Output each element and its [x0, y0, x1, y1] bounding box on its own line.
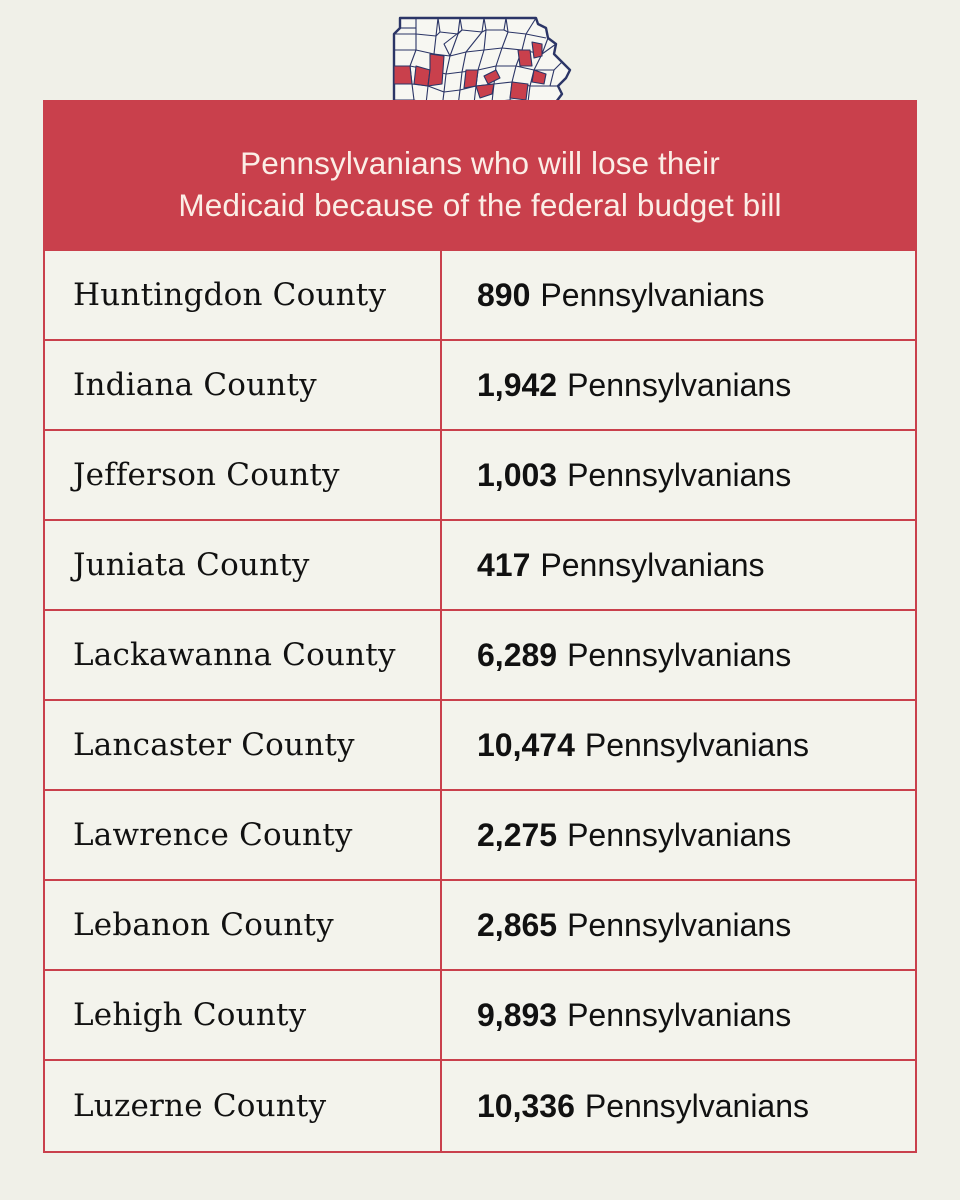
table-row — [45, 521, 915, 611]
count-value: 2,865 — [477, 906, 558, 943]
county-name: Lebanon County — [45, 881, 442, 969]
count-unit: Pennsylvanians — [567, 636, 792, 673]
count-unit: Pennsylvanians — [584, 726, 810, 763]
count-cell — [442, 341, 915, 429]
count-value: 1,942 — [477, 366, 558, 403]
count-cell — [442, 251, 915, 339]
count-cell — [442, 971, 915, 1059]
count-unit: Pennsylvanians — [567, 456, 792, 493]
county-name: Lawrence County — [45, 791, 442, 879]
table-row — [45, 881, 915, 971]
count-cell — [442, 791, 915, 879]
title-line-1: Pennsylvanians who will lose their — [240, 145, 720, 181]
county-table — [43, 251, 917, 1153]
count-cell — [442, 611, 915, 699]
table-row — [45, 701, 915, 791]
count-value: 10,336 — [477, 1087, 575, 1124]
count-cell — [442, 881, 915, 969]
table-row — [45, 341, 915, 431]
count-unit: Pennsylvanians — [567, 816, 792, 853]
county-name: Jefferson County — [45, 431, 442, 519]
count-cell — [442, 521, 915, 609]
county-name: Juniata County — [45, 521, 442, 609]
count-value: 10,474 — [477, 726, 575, 763]
count-value: 417 — [477, 546, 531, 583]
count-unit: Pennsylvanians — [567, 366, 792, 403]
table-row — [45, 971, 915, 1061]
count-unit: Pennsylvanians — [584, 1087, 810, 1124]
county-name: Indiana County — [45, 341, 442, 429]
table-row — [45, 431, 915, 521]
count-value: 1,003 — [477, 456, 558, 493]
count-cell — [442, 1061, 915, 1151]
count-cell — [442, 431, 915, 519]
count-value: 9,893 — [477, 996, 558, 1033]
county-name: Lancaster County — [45, 701, 442, 789]
county-name: Huntingdon County — [45, 251, 442, 339]
count-value: 6,289 — [477, 636, 558, 673]
count-cell — [442, 701, 915, 789]
count-unit: Pennsylvanians — [540, 546, 765, 583]
title-line-2: Medicaid because of the federal budget bill — [178, 187, 782, 223]
county-name: Lehigh County — [45, 971, 442, 1059]
county-name: Luzerne County — [45, 1061, 442, 1151]
count-value: 2,275 — [477, 816, 558, 853]
count-value: 890 — [477, 276, 531, 313]
count-unit: Pennsylvanians — [567, 996, 792, 1033]
table-row — [45, 791, 915, 881]
medicaid-loss-card — [43, 100, 917, 1153]
table-title — [43, 100, 917, 251]
table-row — [45, 251, 915, 341]
table-row — [45, 1061, 915, 1151]
count-unit: Pennsylvanians — [540, 276, 765, 313]
table-row — [45, 611, 915, 701]
count-unit: Pennsylvanians — [567, 906, 792, 943]
county-name: Lackawanna County — [45, 611, 442, 699]
